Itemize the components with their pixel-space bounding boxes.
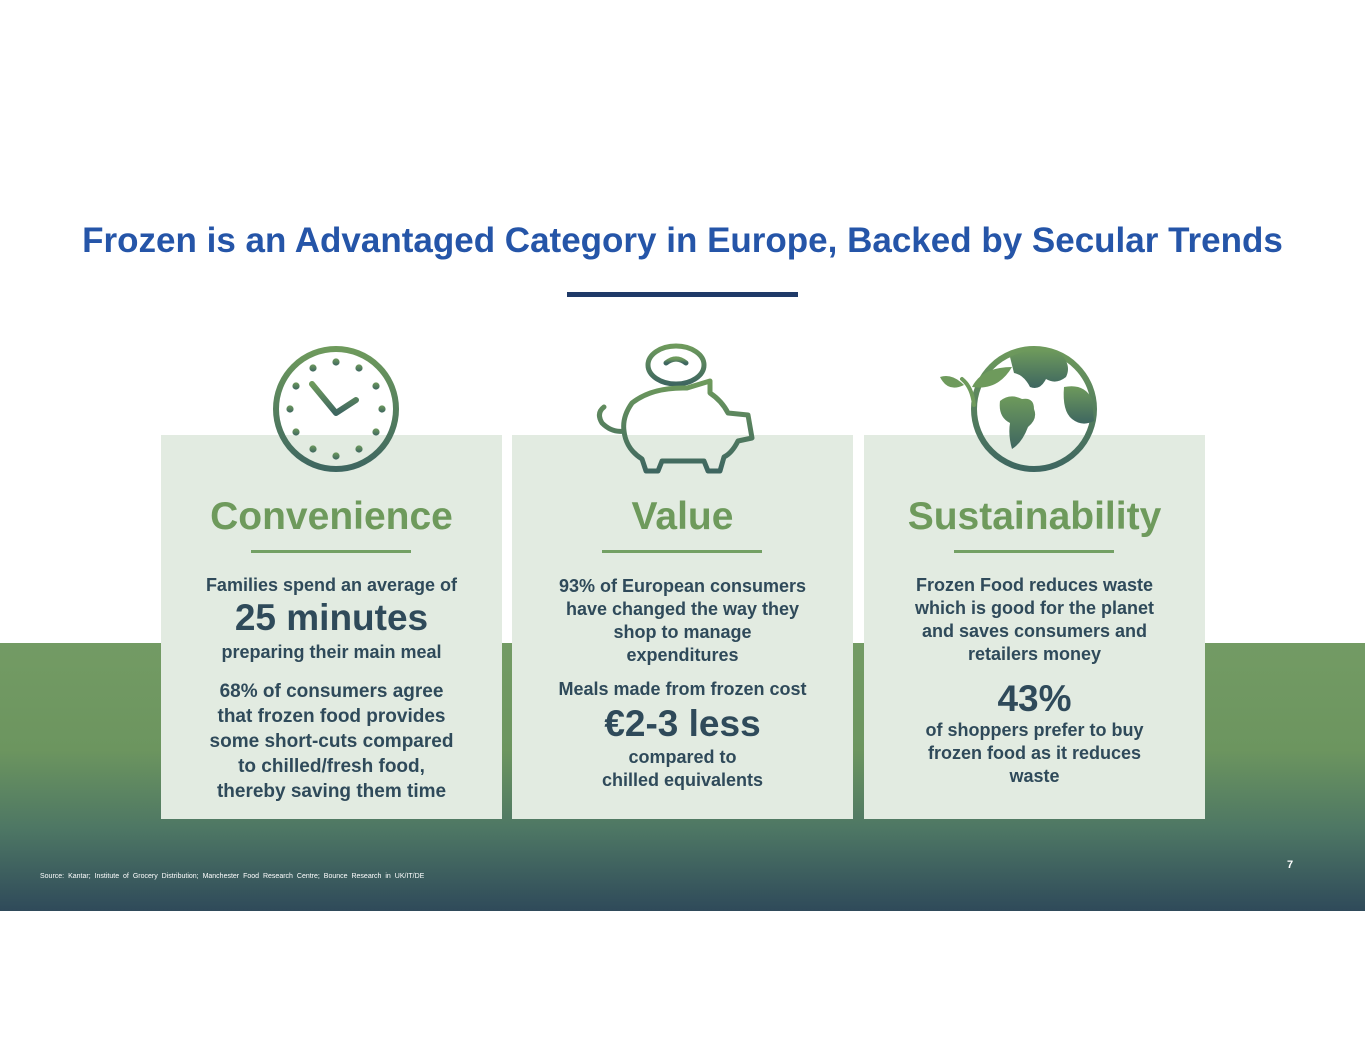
text-line: to chilled/fresh food, — [238, 756, 425, 777]
text-line: and saves consumers and — [921, 621, 1148, 641]
page-title: Frozen is an Advantaged Category in Europe, Backed by Secular Trends — [82, 221, 1283, 260]
sustainability-paragraph — [864, 574, 1205, 666]
text-line: compared to — [628, 747, 737, 767]
text-line: Frozen Food reduces waste — [915, 575, 1154, 595]
convenience-intro: Families spend an average of — [205, 575, 458, 595]
value-section — [512, 0, 853, 1055]
card-title-sustainability: Sustainability — [907, 495, 1162, 538]
source-footnote: Source: Kantar; Institute of Grocery Distribution; Manchester Food Research Centre; Bounce Research in UK/IT/DE — [40, 873, 425, 880]
convenience-stat-caption: preparing their main meal — [221, 642, 442, 662]
text-line: retailers money — [967, 644, 1102, 664]
text-line: frozen food as it reduces — [927, 743, 1142, 763]
convenience-stat: 25 minutes — [234, 597, 429, 638]
text-line: that frozen food provides — [217, 706, 446, 727]
convenience-section — [161, 0, 502, 1055]
value-intro: Meals made from frozen cost — [558, 679, 807, 699]
card-title-convenience: Convenience — [210, 495, 453, 538]
value-stat-caption — [512, 746, 853, 792]
sustainability-stat-caption — [864, 719, 1205, 788]
text-line: thereby saving them time — [216, 781, 447, 802]
value-paragraph — [512, 575, 853, 667]
card-title-value: Value — [631, 495, 734, 538]
card-underline — [251, 550, 411, 553]
text-line: shop to manage — [613, 622, 752, 642]
card-underline — [954, 550, 1114, 553]
text-line: have changed the way they — [565, 599, 800, 619]
card-underline — [602, 550, 762, 553]
convenience-paragraph — [161, 679, 502, 804]
text-line: 68% of consumers agree — [219, 681, 444, 702]
text-line: waste — [1009, 766, 1060, 786]
value-stat: €2-3 less — [604, 703, 761, 744]
sustainability-stat: 43% — [997, 678, 1072, 719]
text-line: expenditures — [626, 645, 739, 665]
text-line: of shoppers prefer to buy — [925, 720, 1144, 740]
text-line: 93% of European consumers — [558, 576, 807, 596]
text-line: some short-cuts compared — [209, 731, 454, 752]
text-line: chilled equivalents — [601, 770, 764, 790]
page-number: 7 — [1287, 859, 1294, 871]
text-line: which is good for the planet — [914, 598, 1154, 618]
sustainability-section — [864, 0, 1205, 1055]
